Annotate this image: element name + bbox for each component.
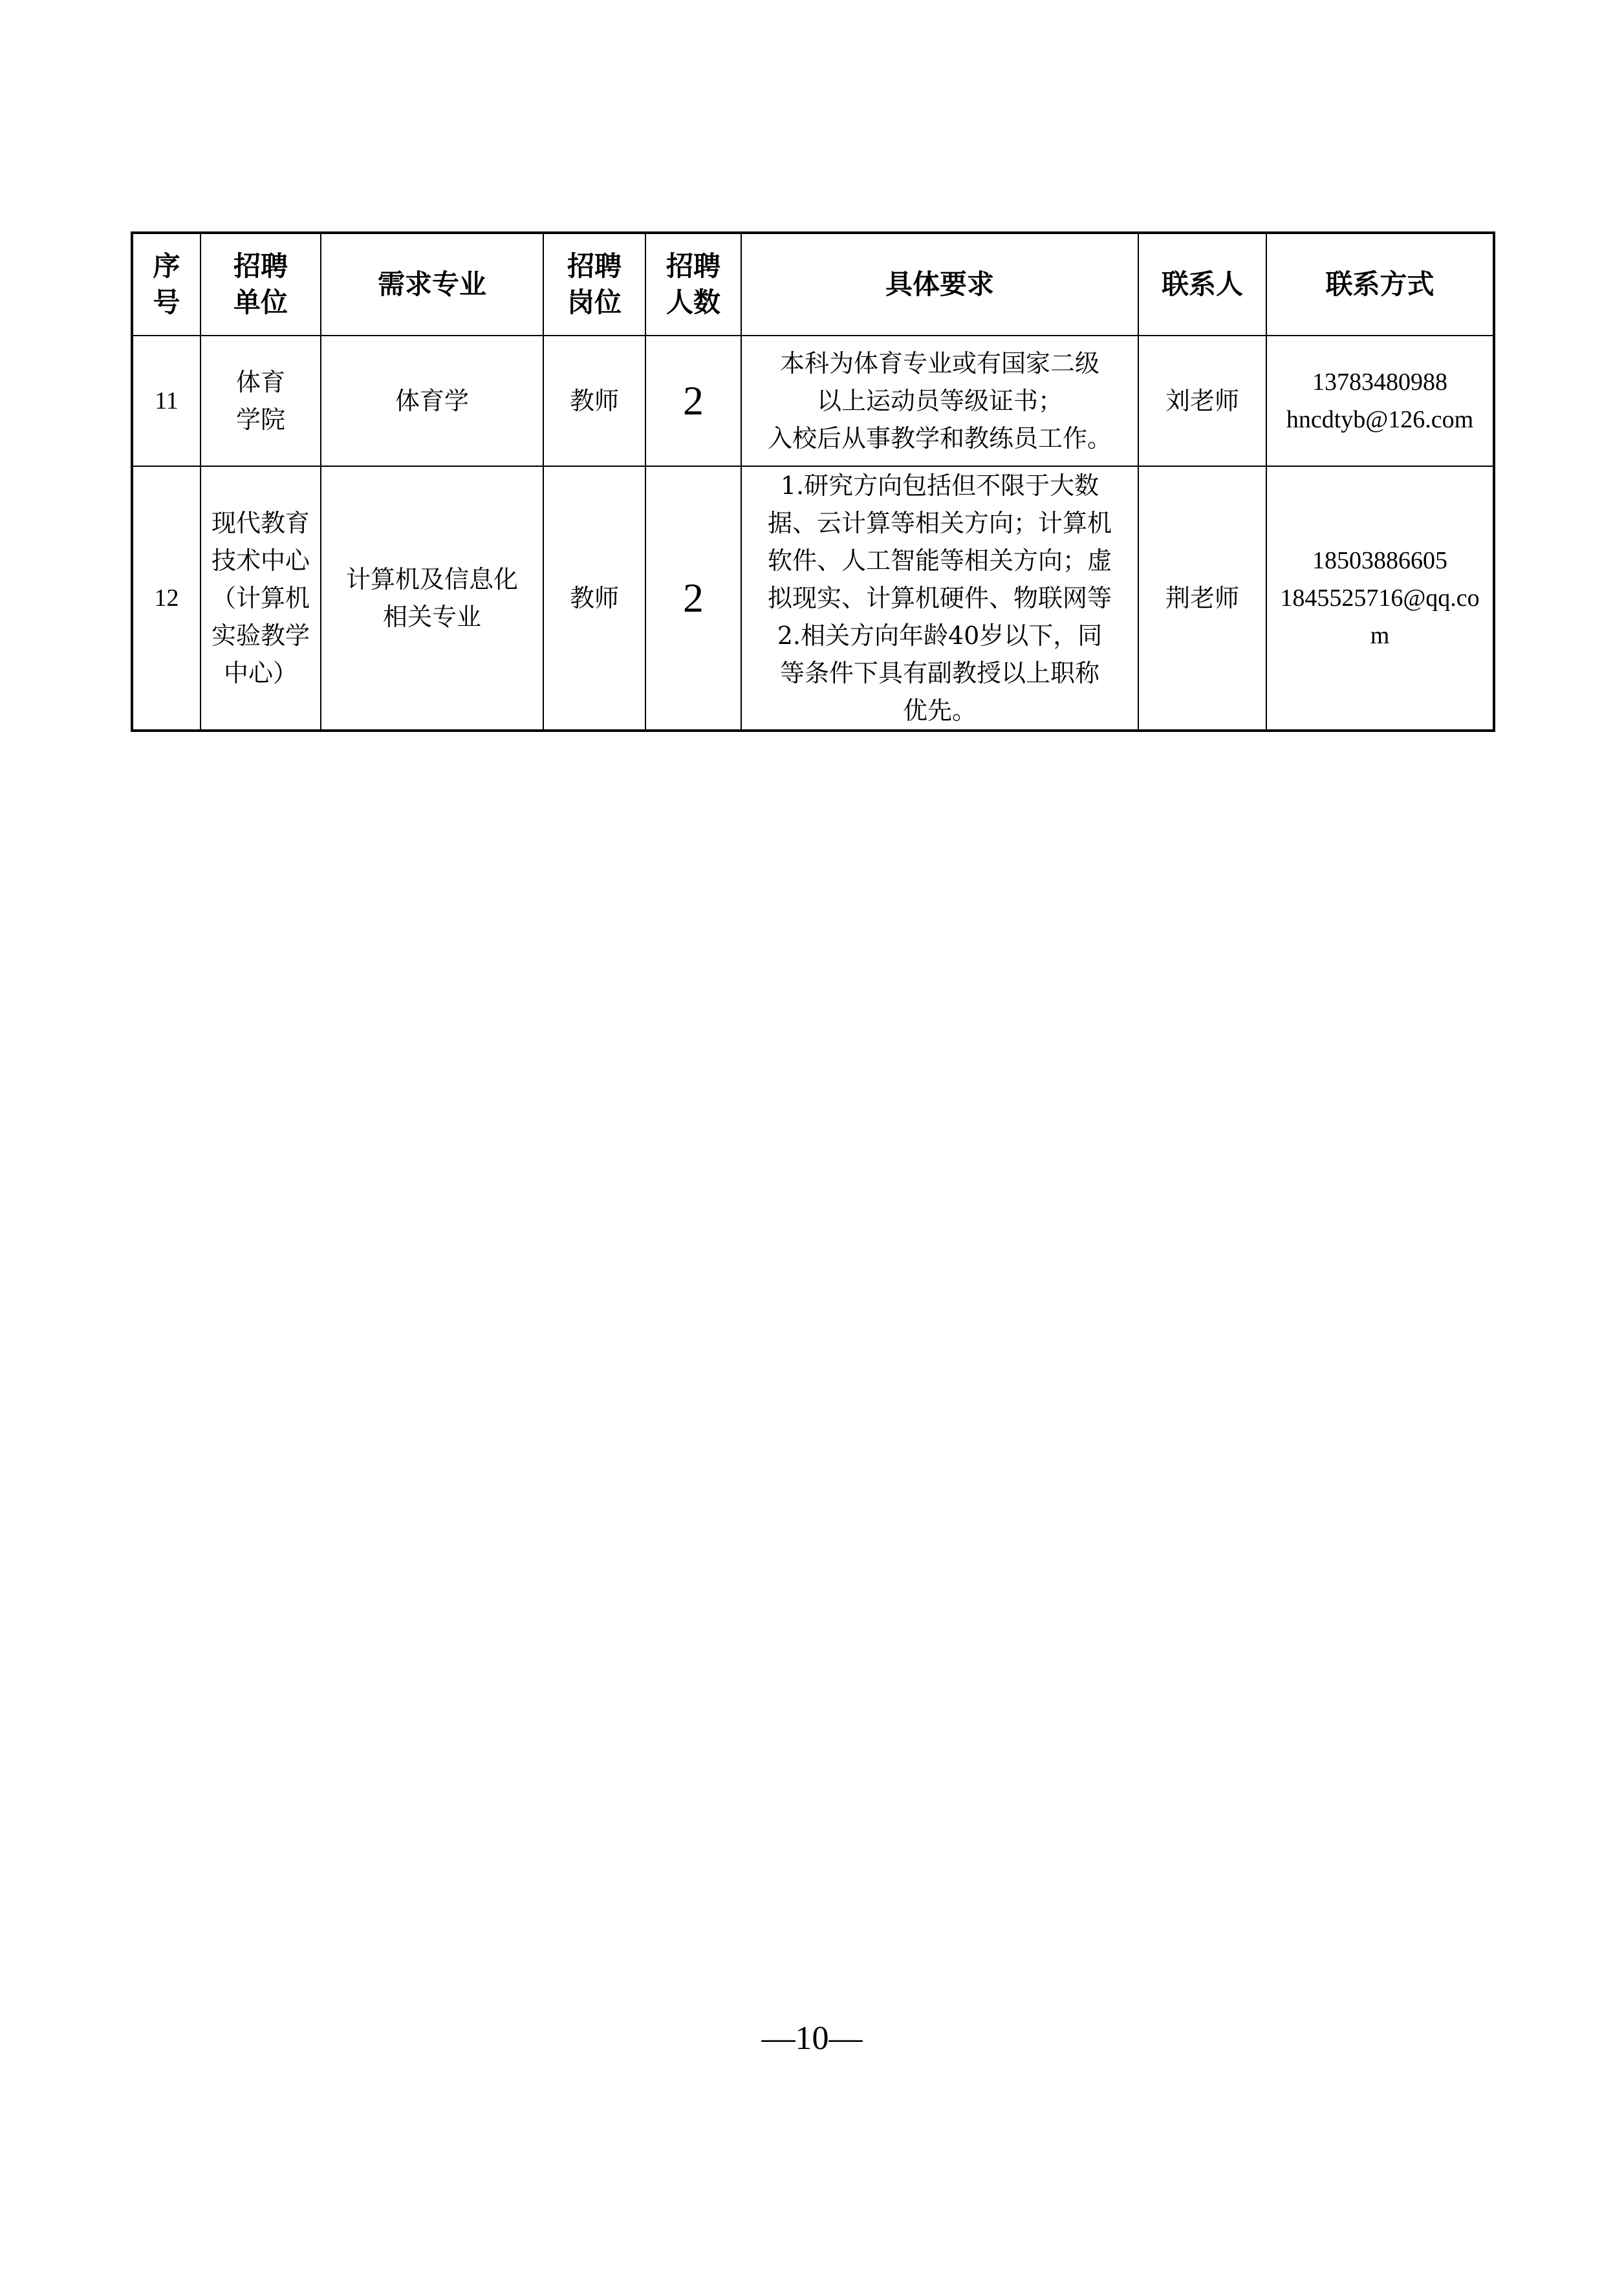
- header-unit: 招聘单位: [200, 233, 321, 336]
- requirement-line: 拟现实、计算机硬件、物联网等: [767, 584, 1112, 612]
- email-address: hncdtyb@126.com: [1286, 406, 1474, 433]
- requirement-line: 优先。: [902, 696, 977, 725]
- cell-count: 2: [645, 466, 741, 731]
- header-count: 招聘人数: [645, 233, 741, 336]
- requirement-line: 2.相关方向年龄40岁以下，同: [777, 621, 1103, 650]
- cell-position: 教师: [543, 336, 645, 466]
- header-major: 需求专业: [321, 233, 543, 336]
- cell-position: 教师: [543, 466, 645, 731]
- requirement-line: 本科为体育专业或有国家二级: [779, 349, 1099, 378]
- requirement-line: 据、云计算等相关方向；计算机: [767, 509, 1112, 537]
- header-contact-method: 联系方式: [1266, 233, 1494, 336]
- requirement-line: 1.研究方向包括但不限于大数: [780, 471, 1099, 500]
- email-address: 1845525716@qq.com: [1280, 585, 1480, 649]
- phone-number: 18503886605: [1312, 547, 1447, 574]
- cell-contact-method: [1266, 336, 1494, 466]
- table-row: [132, 336, 1494, 466]
- cell-major: 体育学: [321, 336, 543, 466]
- requirement-line: 等条件下具有副教授以上职称: [779, 659, 1099, 687]
- requirement-line: 入校后从事教学和教练员工作。: [767, 424, 1112, 453]
- page-number: —10—: [761, 2020, 863, 2057]
- requirement-line: 以上运动员等级证书；: [816, 387, 1063, 415]
- requirement-line: 软件、人工智能等相关方向；虚: [767, 546, 1112, 575]
- phone-number: 13783480988: [1312, 369, 1447, 396]
- cell-unit: 体育学院: [200, 336, 321, 466]
- table-row: [132, 466, 1494, 731]
- header-seq: 序号: [132, 233, 200, 336]
- recruitment-table: [131, 231, 1495, 732]
- cell-seq: 12: [132, 466, 200, 731]
- cell-count: 2: [645, 336, 741, 466]
- header-contact-person: 联系人: [1138, 233, 1266, 336]
- cell-contact-person: 荆老师: [1138, 466, 1266, 731]
- table-header-row: [132, 233, 1494, 336]
- cell-unit: 现代教育技术中心（计算机实验教学中心）: [200, 466, 321, 731]
- cell-contact-method: [1266, 466, 1494, 731]
- header-requirements: 具体要求: [741, 233, 1138, 336]
- cell-contact-person: 刘老师: [1138, 336, 1266, 466]
- header-position: 招聘岗位: [543, 233, 645, 336]
- cell-seq: 11: [132, 336, 200, 466]
- cell-major: 计算机及信息化相关专业: [321, 466, 543, 731]
- cell-requirements: [741, 336, 1138, 466]
- cell-requirements: [741, 466, 1138, 731]
